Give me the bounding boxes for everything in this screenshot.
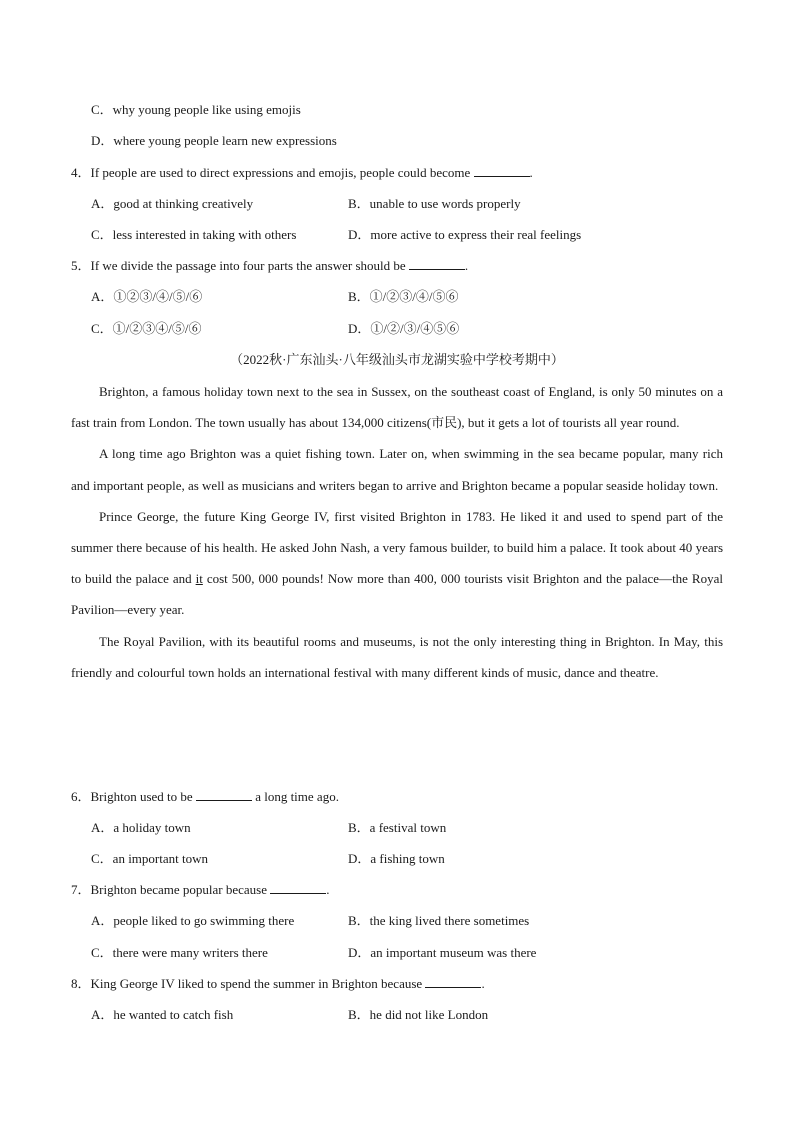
q3-option-c: C．why young people like using emojis (91, 102, 301, 117)
q5-stem-end: . (464, 258, 469, 273)
q5-option-a: A．①②③/④/⑤/⑥ (91, 289, 203, 304)
q5-stem-text: 5．If we divide the passage into four parts the answer should be (71, 258, 406, 273)
q6-option-d: D．a fishing town (348, 851, 445, 866)
q5-option-d: D．①/②/③/④⑤⑥ (348, 321, 460, 336)
q8-option-b: B．he did not like London (348, 1007, 489, 1022)
q6-stem-end: a long time ago. (255, 789, 339, 804)
q5-blank (409, 258, 465, 270)
passage-paragraph-3-part-a: Prince George, the future King George IV, first visited Brighton in 1783. He liked it and used to spend part of the summer there because of his health. He asked John Nash, a very famous builder, to build him a palace. It took about 40 years to build the palace and (71, 508, 723, 587)
q6-stem (71, 789, 339, 805)
q7-option-a: A．people liked to go swimming there (91, 913, 295, 928)
passage-paragraph-1: Brighton, a famous holiday town next to the sea in Sussex, on the southeast coast of England, is only 50 minutes on a fast train from London. The town usually has about 134,000 citizens(市民), but it gets a lot of tourists all year round. (71, 384, 723, 431)
q4-option-a: A．good at thinking creatively (91, 196, 254, 211)
q4-option-b: B．unable to use words properly (348, 196, 521, 211)
q7-option-b: B．the king lived there sometimes (348, 913, 530, 928)
q7-blank (270, 882, 326, 894)
q4-blank (474, 165, 530, 177)
passage-source: （2022秋·广东汕头·八年级汕头市龙湖实验中学校考期中） (230, 352, 564, 367)
q8-stem (71, 976, 485, 992)
q7-option-c: C．there were many writers there (91, 945, 268, 960)
q6-stem-text: 6．Brighton used to be (71, 789, 193, 804)
q7-option-d: D．an important museum was there (348, 945, 537, 960)
q7-stem-text: 7．Brighton became popular because (71, 882, 268, 897)
q5-option-c: C．①/②③④/⑤/⑥ (91, 321, 202, 336)
q8-blank (425, 976, 481, 988)
q4-stem-text: 4．If people are used to direct expressions and emojis, people could become (71, 165, 471, 180)
q3-option-d: D．where young people learn new expressions (91, 133, 337, 148)
passage-paragraph-2: A long time ago Brighton was a quiet fishing town. Later on, when swimming in the sea became popular, many rich and important people, as well as musicians and writers began to arrive and Brighton became a popular seaside holiday town. (71, 446, 723, 493)
q5-stem (71, 258, 468, 274)
q8-stem-end: . (481, 976, 485, 991)
q4-stem (71, 165, 533, 181)
passage-paragraph-3-part-b: cost 500, 000 pounds! Now more than 400, 000 tourists visit Brighton and the palace—the Royal Pavilion—every year. (71, 571, 723, 618)
q5-option-b: B．①/②③/④/⑤⑥ (348, 289, 459, 304)
reading-passage (71, 376, 723, 688)
q8-option-a: A．he wanted to catch fish (91, 1007, 234, 1022)
q4-stem-end: . (529, 165, 533, 180)
q6-option-c: C．an important town (91, 851, 208, 866)
q6-blank (196, 789, 252, 801)
q8-stem-text: 8．King George IV liked to spend the summer in Brighton because (71, 976, 423, 991)
passage-paragraph-3 (71, 501, 723, 626)
q6-option-a: A．a holiday town (91, 820, 191, 835)
underlined-word-it: it (195, 571, 203, 587)
q7-stem (71, 882, 330, 898)
q6-option-b: B．a festival town (348, 820, 447, 835)
q7-stem-end: . (326, 882, 330, 897)
passage-paragraph-4: The Royal Pavilion, with its beautiful rooms and museums, is not the only interesting thing in Brighton. In May, this friendly and colourful town holds an international festival with many different kinds of music, dance and theatre. (71, 633, 723, 680)
q4-option-c: C．less interested in taking with others (91, 227, 297, 242)
q4-option-d: D．more active to express their real feelings (348, 227, 582, 242)
